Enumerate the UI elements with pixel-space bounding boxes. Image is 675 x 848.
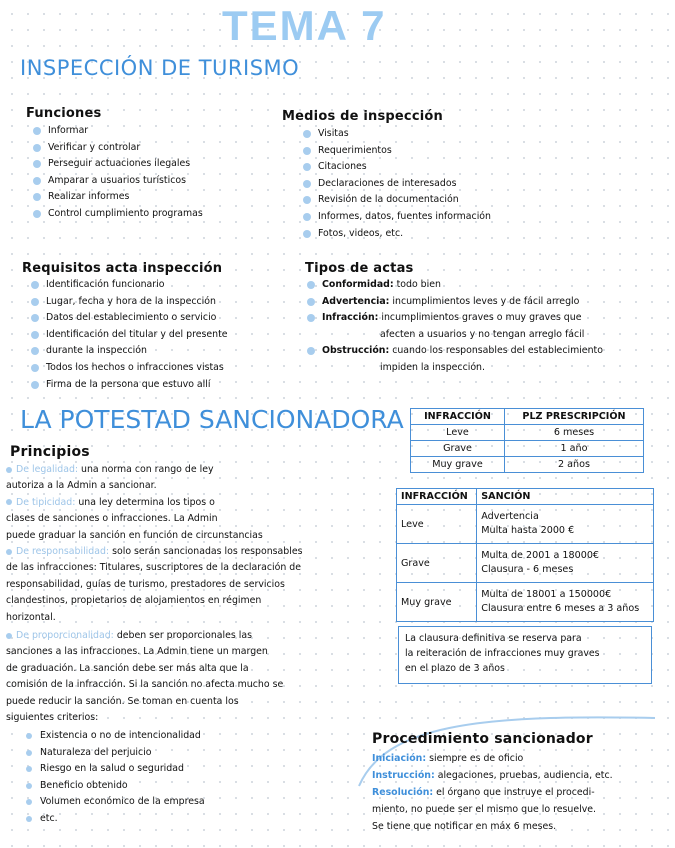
requisito-item [28,360,228,377]
section-heading-potestad: LA POTESTAD SANCIONADORA [20,405,404,434]
requisito-item-text: durante la inspección [46,345,147,357]
principio-line [6,610,303,626]
tipos-heading: Tipos de actas [305,261,414,276]
principio-text: deben ser proporcionales las [113,630,252,641]
table-row [411,441,644,457]
funcion-item-text: Informar [48,125,89,136]
infraccion-cell: Leve [397,505,477,544]
criterio-item-text: Existencia o no de intencionalidad [40,730,201,741]
clausura-note-box [398,626,652,684]
bullet-dot-icon [307,298,315,306]
bullet-dot-icon [303,196,311,204]
principio-keyword: De legalidad: [16,464,79,475]
bullet-dot-icon [26,733,32,739]
principio-text: puede reducir la sanción. Se toman en cuenta los [6,695,239,707]
medio-item [300,226,491,243]
bullet-dot-icon [307,281,315,289]
bullet-dot-icon [6,499,12,505]
proporcionalidad-line [6,661,283,677]
tipo-acta-item [304,294,603,311]
bullet-dot-icon [303,163,311,171]
bullet-dot-icon [6,549,12,555]
bullet-dot-icon [31,347,39,355]
criterio-item-text: Beneficio obtenido [40,779,128,791]
tipo-acta-item [304,310,603,327]
principio-line [6,462,303,478]
principio-keyword: De responsabilidad: [16,546,110,558]
principio-text: clandestinos, propietarios de alojamientos en régimen [6,595,262,607]
medio-item-text: Declaraciones de interesados [318,177,457,189]
principios-text [6,462,303,626]
proporcionalidad-line [6,644,283,660]
funcion-item-text: Amparar a usuarios turísticos [48,174,186,186]
table-cell: 1 año [504,441,643,457]
tipos-list [304,277,603,377]
bullet-dot-icon [31,281,39,289]
principio-text: autoriza a la Admin a sancionar. [6,480,157,492]
principio-text: siguientes criterios: [6,712,99,724]
medio-item-text: Fotos, videos, etc. [318,227,404,239]
principio-text: de las infracciones: Titulares, suscriptores de la declaración de [6,562,301,574]
principio-line [6,577,303,593]
funcion-item [30,156,203,173]
medio-item [300,209,491,226]
requisito-item-text: Identificación funcionario [46,279,165,290]
tipo-acta-label: Advertencia: [322,295,390,307]
requisito-item-text: Todos los hechos o infracciones vistas [46,361,224,373]
sancion-line: Multa de 2001 a 18000€ [481,550,600,561]
principio-line [6,593,303,609]
tipo-acta-continuation [304,327,603,344]
tipo-acta-text: incumplimientos leves y de fácil arreglo [389,295,580,307]
principio-line [6,528,303,544]
tipo-acta-text: incumplimientos graves o muy graves que [378,312,582,324]
funciones-list [30,123,203,223]
table-cell: 2 años [504,457,643,473]
bullet-dot-icon [33,160,41,168]
funciones-heading: Funciones [26,106,102,121]
infraccion-cell: Muy grave [397,583,477,622]
procedimiento-heading: Procedimiento sancionador [372,731,593,747]
tipo-acta-item [304,343,603,360]
medios-heading: Medios de inspección [282,109,443,124]
procedimiento-label: Iniciación: [372,753,427,764]
funcion-item-text: Control cumplimiento programas [48,207,203,219]
principio-line [6,544,303,560]
medio-item-text: Citaciones [318,161,367,173]
principio-text: de graduación. La sanción debe ser más alta que la [6,662,249,674]
criterios-list [22,728,205,828]
principio-keyword: De proporcionalidad: [16,630,114,641]
procedimiento-text-part: Se tiene que notificar en máx 6 meses. [372,821,557,832]
medio-item-text: Informes, datos, fuentes información [318,210,491,222]
criterio-item [22,728,205,745]
procedimiento-text-part: el órgano que instruye el procedi- [433,787,595,798]
proporcionalidad-line [6,677,283,693]
requisito-item [28,343,228,360]
principio-text: solo serán sancionadas los responsables [109,546,303,558]
bullet-dot-icon [33,193,41,201]
bullet-dot-icon [26,799,32,805]
bullet-dot-icon [6,633,12,639]
criterio-item [22,794,205,811]
bullet-dot-icon [31,381,39,389]
bullet-dot-icon [31,331,39,339]
bullet-dot-icon [303,147,311,155]
bullet-dot-icon [303,230,311,238]
bullet-dot-icon [33,127,41,135]
bullet-dot-icon [26,783,32,789]
principio-text: puede graduar la sanción en función de circunstancias [6,529,263,541]
principio-text: una ley determina los tipos o [75,496,215,508]
table-cell: Muy grave [411,457,505,473]
bullet-dot-icon [303,213,311,221]
proporcionalidad-line [6,694,283,710]
criterio-item-text: Riesgo en la salud o seguridad [40,763,184,775]
tipo-acta-label: Conformidad: [322,279,394,290]
procedimiento-line [372,750,613,767]
procedimiento-text-part: siempre es de oficio [426,753,524,764]
funcion-item [30,173,203,190]
bullet-dot-icon [33,144,41,152]
sancion-line: Multa de 18001 a 150000€ [481,589,612,600]
table-header-cell: PLZ PRESCRIPCIÓN [504,409,643,425]
table-header-row [411,409,644,425]
table-row [397,583,654,622]
funcion-item [30,140,203,157]
clausura-note-line: en el plazo de 3 años [405,663,505,674]
requisito-item-text: Datos del establecimiento o servicio [46,312,217,324]
proporcionalidad-text [6,628,283,726]
criterio-item [22,811,205,828]
bullet-dot-icon [26,816,32,822]
requisito-item-text: Identificación del titular y del presente [46,328,228,340]
medio-item [300,126,491,143]
table-cell: 6 meses [504,425,643,441]
requisito-item [28,310,228,327]
sancion-cell [477,583,654,622]
tipo-acta-label: Infracción: [322,312,379,324]
table-header-cell: SANCIÓN [477,489,654,505]
sancion-line: Clausura entre 6 meses a 3 años [481,603,640,614]
medio-item [300,143,491,160]
bullet-dot-icon [31,298,39,306]
procedimiento-text [372,750,613,835]
table-cell: Grave [411,441,505,457]
principio-line [6,560,303,576]
sancion-cell [477,544,654,583]
requisito-item [28,277,228,294]
requisito-item-text: Lugar, fecha y hora de la inspección [46,295,216,307]
principio-text: sanciones a las infracciones. La Admin tiene un margen [6,646,268,658]
procedimiento-line [372,818,613,835]
table-header-cell: INFRACCIÓN [397,489,477,505]
medios-list [300,126,491,242]
requisito-item-text: Firma de la persona que estuvo allí [46,378,211,390]
funcion-item-text: Perseguir actuaciones ilegales [48,158,191,170]
procedimiento-label: Resolución: [372,787,434,798]
page-title: TEMA 7 [222,2,387,49]
bullet-dot-icon [307,314,315,322]
table-row [397,544,654,583]
requisitos-heading: Requisitos acta inspección [22,261,223,276]
medio-item [300,159,491,176]
principio-text: comisión de la infracción. Si la sanción no afecta mucho se [6,679,284,691]
principio-line [6,495,303,511]
proporcionalidad-line [6,628,283,644]
clausura-note-line: La clausura definitiva se reserva para [405,633,582,644]
sancion-line: Clausura - 6 meses [481,564,574,575]
clausura-note-line: la reiteración de infracciones muy graves [405,648,600,659]
medio-item-text: Revisión de la documentación [318,194,459,206]
tipo-acta-continuation [304,360,603,377]
requisito-item [28,377,228,394]
criterio-item [22,745,205,762]
tipo-acta-text: cuando los responsables del establecimiento [389,345,603,357]
tipo-acta-text: todo bien [393,279,441,290]
tipo-acta-label: Obstrucción: [322,345,390,357]
sancion-line: Multa hasta 2000 € [481,525,575,536]
principio-text: responsabilidad, guías de turismo, prestadores de servicios [6,578,285,590]
funcion-item-text: Realizar informes [48,191,130,203]
medio-item-text: Requerimientos [318,144,392,156]
prescripcion-table [410,408,644,473]
funcion-item [30,123,203,140]
procedimiento-line [372,784,613,801]
bullet-dot-icon [6,467,12,473]
table-row [397,505,654,544]
requisito-item [28,294,228,311]
procedimiento-line [372,767,613,784]
requisitos-list [28,277,228,393]
bullet-dot-icon [303,180,311,188]
tipo-acta-item [304,277,603,294]
table-header-cell: INFRACCIÓN [411,409,505,425]
tipo-acta-cont-text: impiden la inspección. [380,361,485,373]
criterio-item [22,778,205,795]
bullet-dot-icon [303,130,311,138]
procedimiento-label: Instrucción: [372,770,435,781]
principio-keyword: De tipicidad: [16,496,76,508]
section-heading-inspeccion: INSPECCIÓN DE TURISMO [20,56,300,80]
table-row [411,425,644,441]
principio-text: horizontal. [6,611,56,623]
principio-line [6,511,303,527]
funcion-item-text: Verificar y controlar [48,141,141,153]
procedimiento-text-part: miento, no puede ser el mismo que lo resuelve. [372,804,597,815]
medio-item [300,192,491,209]
procedimiento-text-part: alegaciones, pruebas, audiencia, etc. [434,770,613,781]
principio-text: una norma con rango de ley [78,464,214,475]
principio-line [6,478,303,494]
bullet-dot-icon [31,364,39,372]
funcion-item [30,206,203,223]
principios-heading: Principios [10,444,90,460]
proporcionalidad-line [6,710,283,726]
medio-item-text: Visitas [318,128,349,139]
bullet-dot-icon [33,210,41,218]
procedimiento-line [372,801,613,818]
bullet-dot-icon [31,314,39,322]
bullet-dot-icon [26,766,32,772]
sancion-table [396,488,654,622]
sancion-cell [477,505,654,544]
sancion-line: Advertencia [481,511,539,522]
principio-text: clases de sanciones o infracciones. La Admin [6,513,218,525]
table-row [411,457,644,473]
criterio-item-text: etc. [40,812,58,824]
tipo-acta-cont-text: afecten a usuarios y no tengan arreglo fácil [380,328,585,340]
funcion-item [30,189,203,206]
table-cell: Leve [411,425,505,441]
bullet-dot-icon [26,750,32,756]
medio-item [300,176,491,193]
bullet-dot-icon [33,177,41,185]
table-header-row [397,489,654,505]
criterio-item [22,761,205,778]
infraccion-cell: Grave [397,544,477,583]
bullet-dot-icon [307,347,315,355]
criterio-item-text: Naturaleza del perjuicio [40,746,152,758]
requisito-item [28,327,228,344]
criterio-item-text: Volumen económico de la empresa [40,796,205,808]
